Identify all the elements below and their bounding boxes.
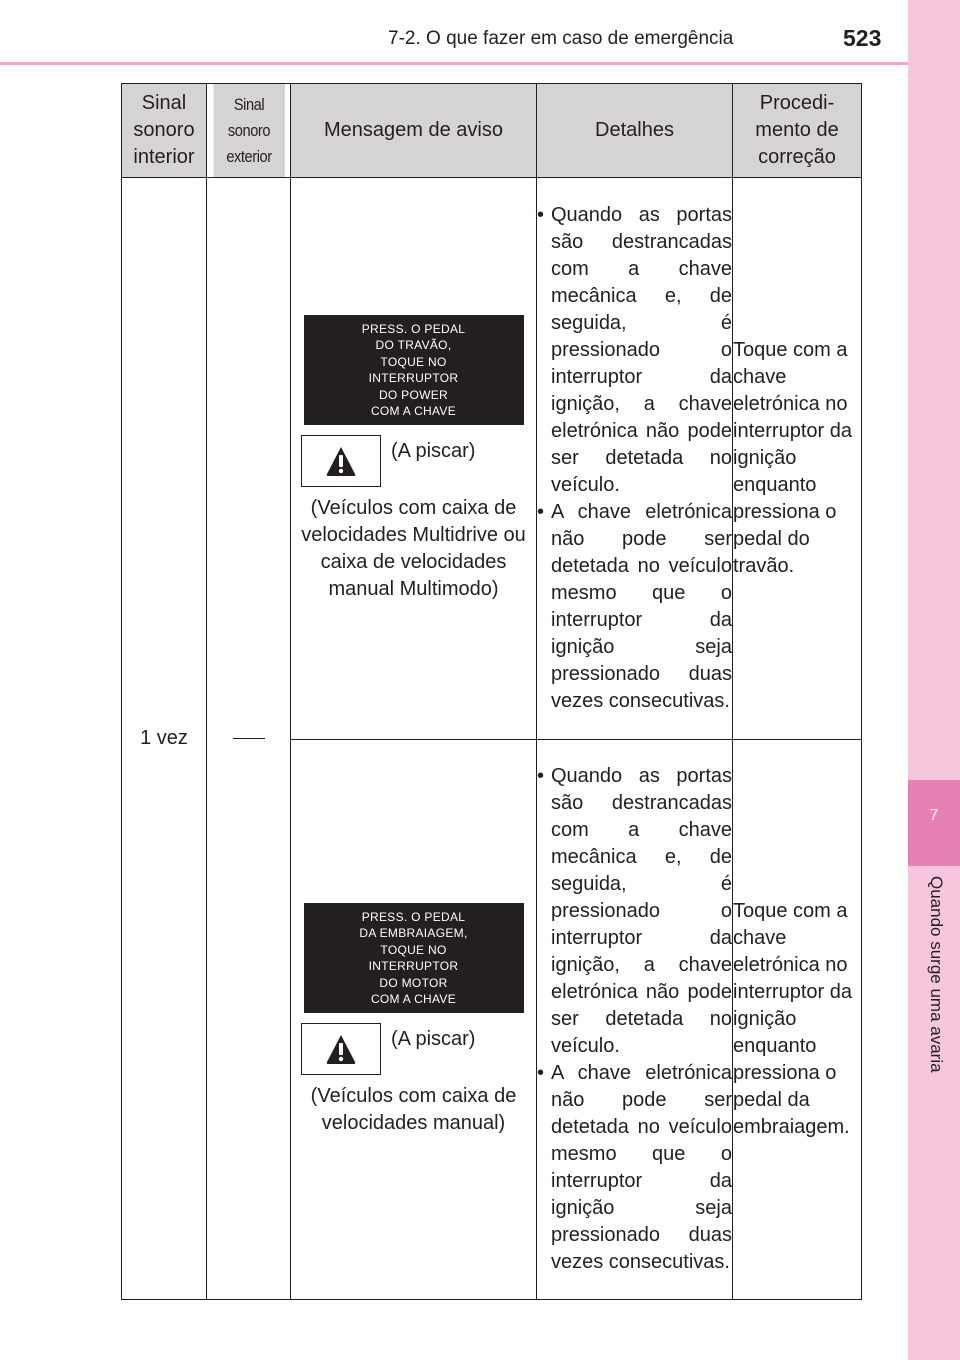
header-interior-buzzer: Sinal sonoro interior [122, 84, 207, 178]
display-line: INTERRUPTOR [368, 959, 459, 973]
correction-procedure-cell [733, 178, 862, 740]
header-details: Detalhes [537, 84, 733, 178]
display-line: TOQUE NO [380, 354, 447, 369]
header-divider [0, 62, 908, 65]
details-cell [537, 740, 733, 1300]
details-bullet: • Quando as portas são destrancadas com a chave mecânica e, de seguida, é pressionado o interruptor da ignição, a chave eletrónica não pode ser detetada no veículo. [537, 202, 732, 499]
exterior-buzzer-dash [233, 738, 265, 739]
interior-buzzer-cell [122, 178, 207, 1300]
chapter-title: 7-2. O que fazer em caso de emergência [388, 28, 734, 49]
display-line: COM A CHAVE [370, 992, 457, 1006]
multi-info-display [304, 903, 524, 1013]
table-row [122, 178, 862, 740]
table-header-row [122, 84, 862, 178]
correction-procedure-cell [733, 740, 862, 1300]
warning-message-cell [291, 178, 537, 740]
correction-procedure-text: Toque com a chave eletrónica no interruptor da ignição enquanto pressiona o pedal do travão. [733, 339, 852, 577]
display-line: COM A CHAVE [370, 404, 457, 418]
display-line: DO TRAVÃO, [375, 338, 452, 352]
correction-procedure-text: Toque com a chave eletrónica no interruptor da ignição enquanto pressiona o pedal da embraiagem. [733, 900, 852, 1138]
warning-message-cell [291, 740, 537, 1300]
interior-buzzer-value: 1 vez [140, 727, 188, 749]
warning-triangle-icon [301, 435, 381, 487]
header-exterior-buzzer: Sinal sonoro exterior [212, 84, 284, 178]
vehicle-type-note: (Veículos com caixa de velocidades manual) [310, 1084, 517, 1134]
display-line: DO POWER [378, 387, 449, 402]
side-tab-strip [908, 0, 960, 1360]
blink-label: (A piscar) [391, 440, 476, 462]
details-bullet: • A chave eletrónica não pode ser detetada no veículo mesmo que o interruptor da ignição seja pressionado duas vezes consecutivas. [537, 1060, 732, 1276]
warning-message-table [121, 83, 862, 1300]
details-cell [537, 178, 733, 740]
multi-info-display [304, 315, 524, 425]
details-bullet: • Quando as portas são destrancadas com a chave mecânica e, de seguida, é pressionado o interruptor da ignição, a chave eletrónica não pode ser detetada no veículo. [537, 763, 732, 1060]
vehicle-type-note: (Veículos com caixa de velocidades Multidrive ou caixa de velocidades manual Multimodo) [301, 496, 526, 600]
page-number: 523 [843, 25, 882, 51]
details-bullet: • A chave eletrónica não pode ser detetada no veículo mesmo que o interruptor da ignição seja pressionado duas vezes consecutivas. [537, 499, 732, 715]
display-line: DA EMBRAIAGEM, [359, 926, 468, 940]
blink-label: (A piscar) [391, 1028, 476, 1050]
exterior-buzzer-cell [207, 178, 291, 1300]
display-line: TOQUE NO [380, 942, 447, 957]
display-line: INTERRUPTOR [368, 371, 459, 385]
header-correction-procedure: Procedi-mento de correção [733, 84, 862, 178]
chapter-number-tab: 7 [908, 780, 960, 866]
header-warning-message: Mensagem de aviso [291, 84, 537, 178]
display-line: DO MOTOR [379, 975, 448, 990]
display-line: PRESS. O PEDAL [361, 909, 466, 924]
display-line: PRESS. O PEDAL [361, 321, 466, 336]
warning-triangle-icon [301, 1023, 381, 1075]
chapter-tab-label: Quando surge uma avaria [927, 876, 946, 1073]
